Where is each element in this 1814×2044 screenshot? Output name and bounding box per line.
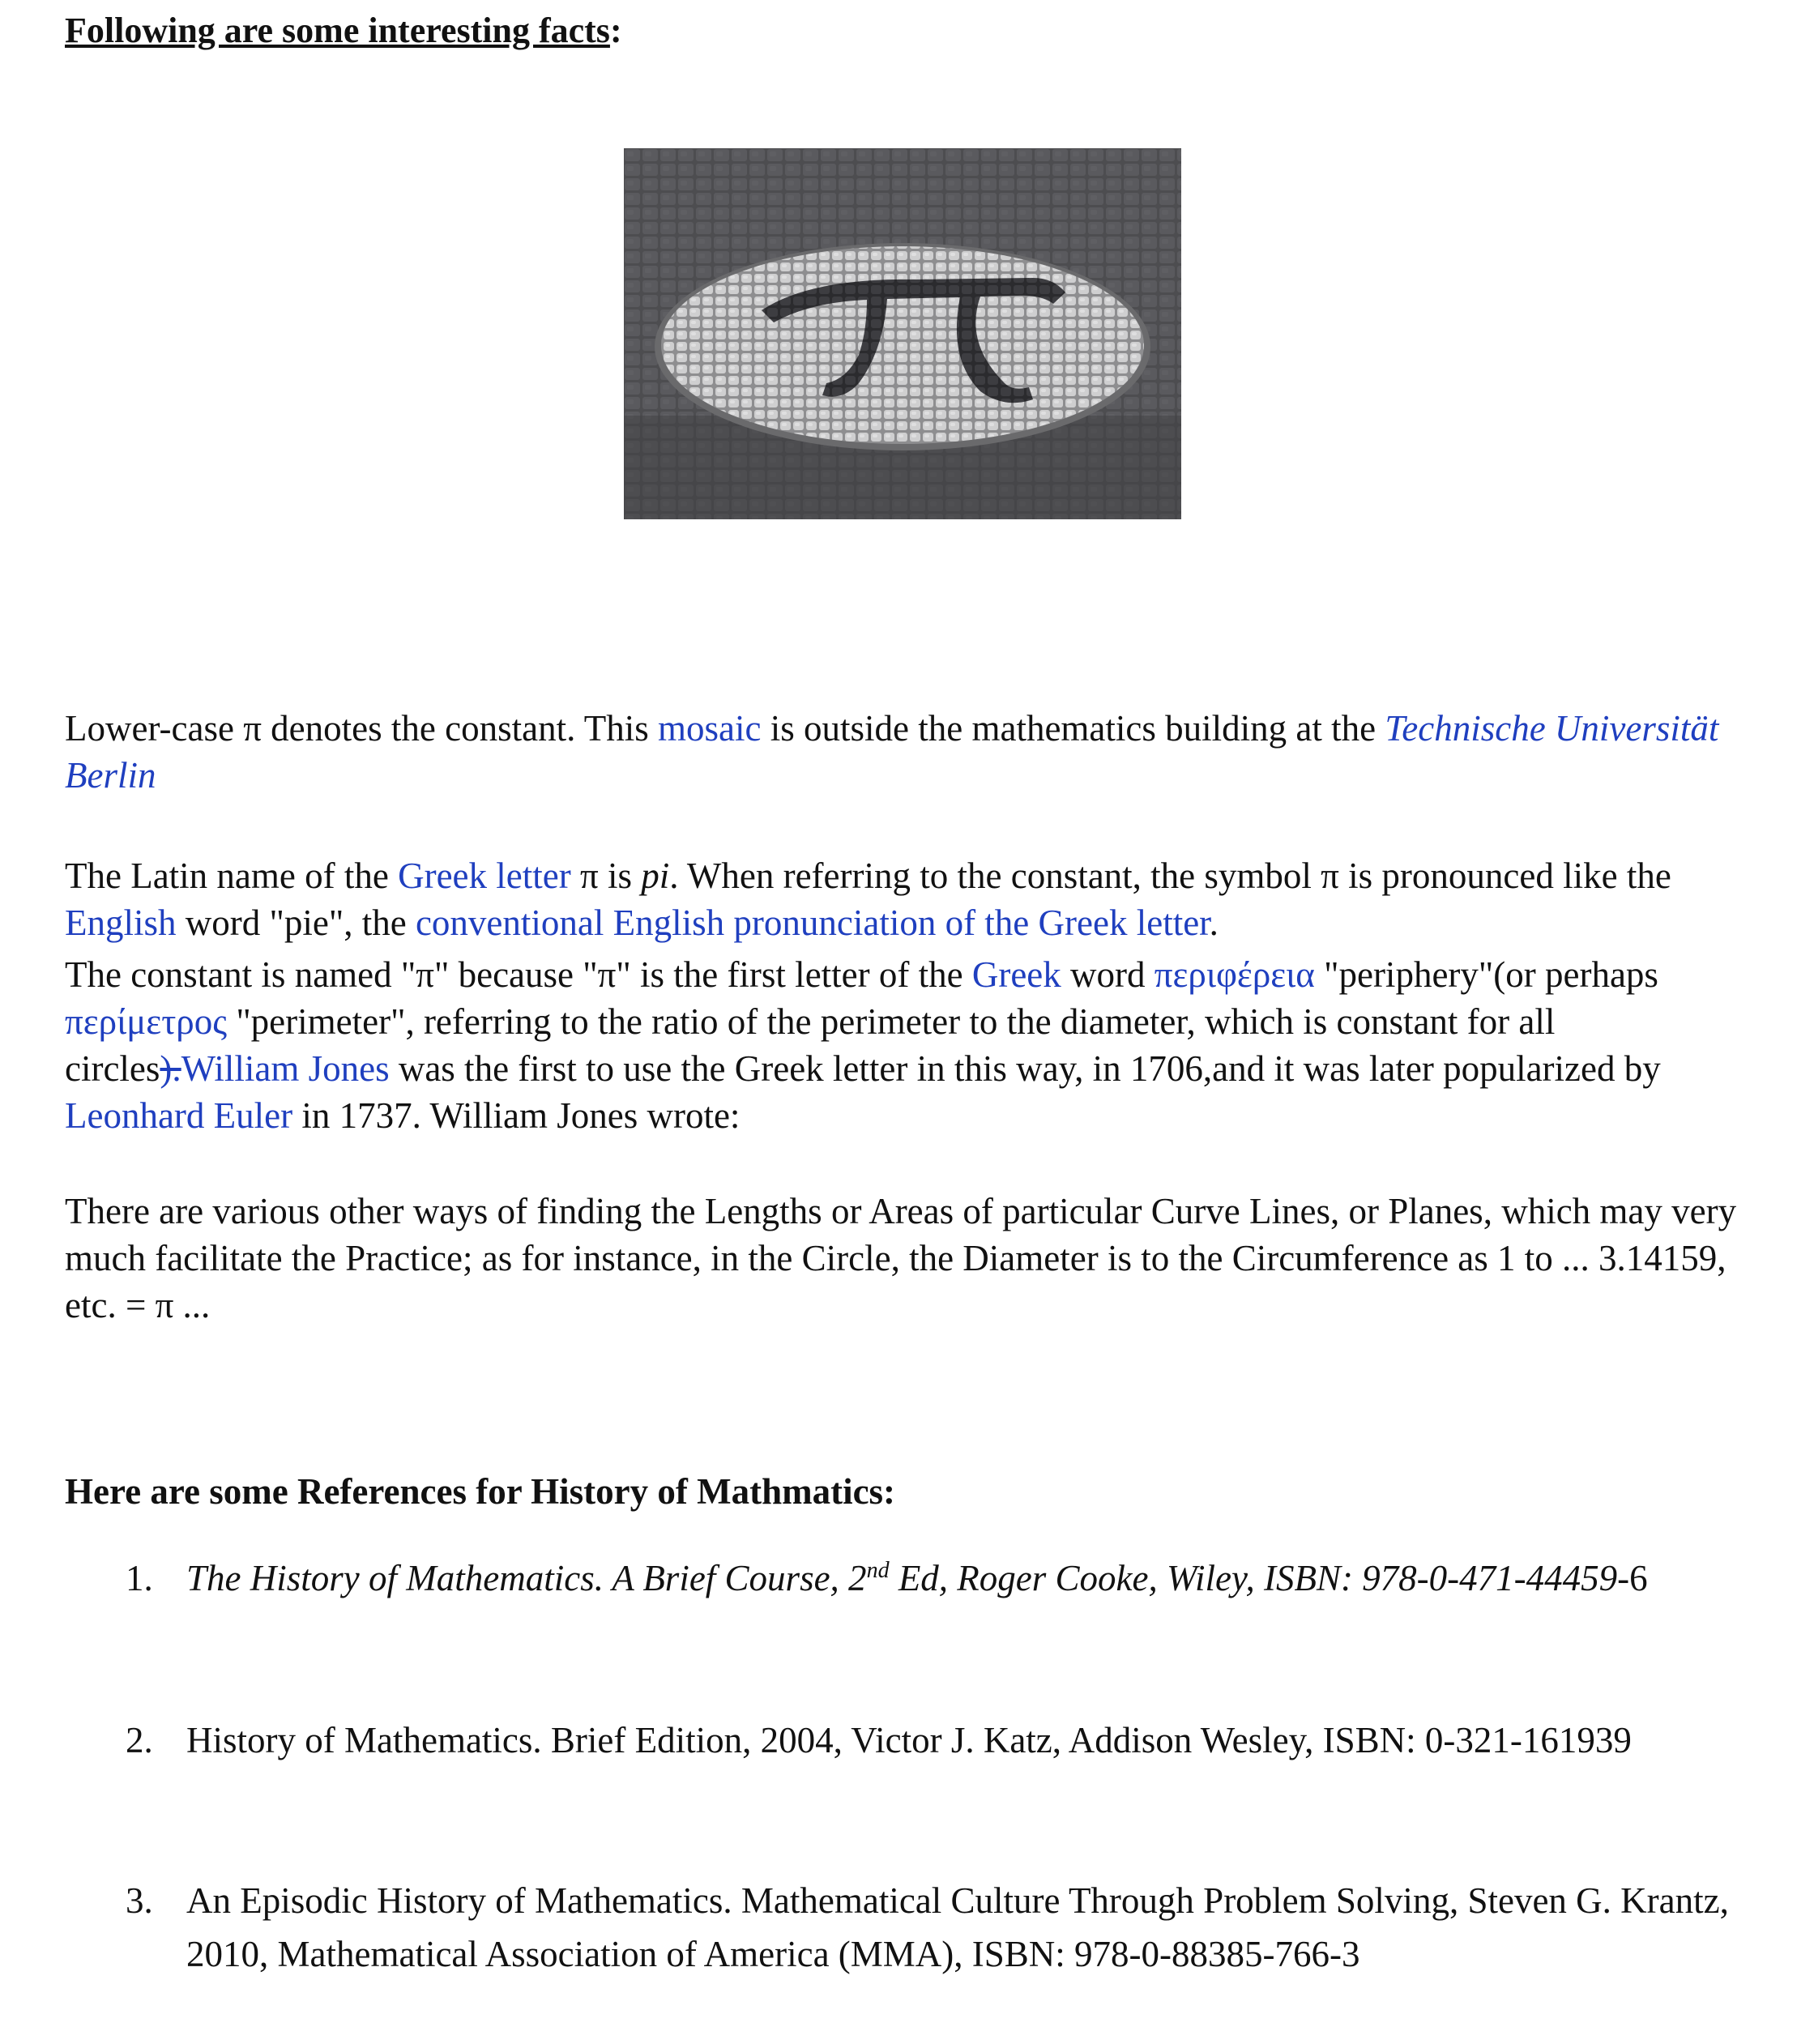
p3-strike: ). — [160, 1048, 181, 1089]
reference-number: 1. — [126, 1558, 153, 1598]
periphereia-link[interactable]: περιφέρεια — [1154, 954, 1315, 995]
p2-pi-italic: pi — [641, 856, 670, 896]
reference-text — [186, 1551, 1730, 1605]
heading-text: Following are some interesting facts — [65, 11, 610, 50]
p3-text-c: "periphery"(or perhaps — [1314, 954, 1658, 995]
p1-text-b: is outside the mathematics building at the — [761, 708, 1385, 749]
ref1-text-b: Ed, Roger Cooke, Wiley, ISBN: 978-0-471-44459 — [889, 1558, 1618, 1598]
greek-letter-link[interactable]: Greek letter — [398, 856, 571, 896]
paragraph-jones-quote — [65, 1188, 1750, 1329]
p4-text: There are various other ways of finding the Lengths or Areas of particular Curve Lines, or Planes, which may very much facilitate the Practice; as for instance, in the Circle, the Diameter is to the Circumference as 1 to ... 3.14159, etc. = π ... — [65, 1191, 1737, 1325]
english-link[interactable]: English — [65, 903, 177, 943]
tu-berlin-link[interactable]: Technische Universität Berlin — [65, 708, 1719, 796]
page-heading — [65, 10, 622, 51]
p1-text-a: Lower-case π denotes the constant. This — [65, 708, 659, 749]
pi-mosaic-image — [624, 148, 1181, 519]
paragraph-named-pi — [65, 951, 1750, 1139]
p2-text-b: π is — [570, 856, 642, 896]
reference-text: History of Mathematics. Brief Edition, 2004, Victor J. Katz, Addison Wesley, ISBN: 0-321-161939 — [186, 1720, 1632, 1760]
p2-text-c: . When referring to the constant, the symbol π is pronounced like the — [669, 856, 1671, 896]
p3-text-b: word — [1061, 954, 1155, 995]
paragraph-latin-name — [65, 852, 1750, 946]
ref1-text-a: The History of Mathematics. A Brief Course, 2 — [186, 1558, 867, 1598]
perimetros-link[interactable]: περίμετρος — [65, 1001, 228, 1042]
reference-item — [126, 1551, 1730, 1605]
mosaic-link[interactable]: mosaic — [658, 708, 762, 749]
p3-text-f: in 1737. William Jones wrote: — [292, 1095, 741, 1136]
p2-text-a: The Latin name of the — [65, 856, 399, 896]
reference-text: An Episodic History of Mathematics. Mathematical Culture Through Problem Solving, Steven G. Krantz, 2010, Mathematical Association of America (MMA), ISBN: 978-0-88385-766-3 — [186, 1880, 1729, 1974]
pi-mosaic-photo — [624, 148, 1181, 519]
william-jones-link[interactable]: William Jones — [181, 1048, 390, 1089]
euler-link[interactable]: Leonhard Euler — [65, 1095, 293, 1136]
p2-text-d: word "pie", the — [176, 903, 416, 943]
reference-item — [126, 1713, 1730, 1767]
references-heading: Here are some References for History of Mathmatics: — [65, 1471, 896, 1512]
p3-text-a: The constant is named "π" because "π" is the first letter of the — [65, 954, 972, 995]
reference-number: 3. — [126, 1880, 153, 1921]
heading-colon: : — [609, 11, 622, 50]
reference-number: 2. — [126, 1720, 153, 1760]
ref1-text-c: -6 — [1617, 1558, 1648, 1598]
p3-text-d: "perimeter", referring to the ratio of the perimeter to the diameter, which is constant for all circles — [65, 1001, 1556, 1089]
pronunciation-link[interactable]: conventional English pronunciation of the Greek letter — [415, 903, 1210, 943]
p3-text-e: was the first to use the Greek letter in this way, in 1706,and it was later popularized by — [389, 1048, 1661, 1089]
p2-text-e: . — [1209, 903, 1219, 943]
paragraph-mosaic — [65, 705, 1750, 799]
reference-item — [126, 1874, 1730, 1981]
greek-link[interactable]: Greek — [971, 954, 1061, 995]
ref1-sup: nd — [866, 1558, 890, 1583]
